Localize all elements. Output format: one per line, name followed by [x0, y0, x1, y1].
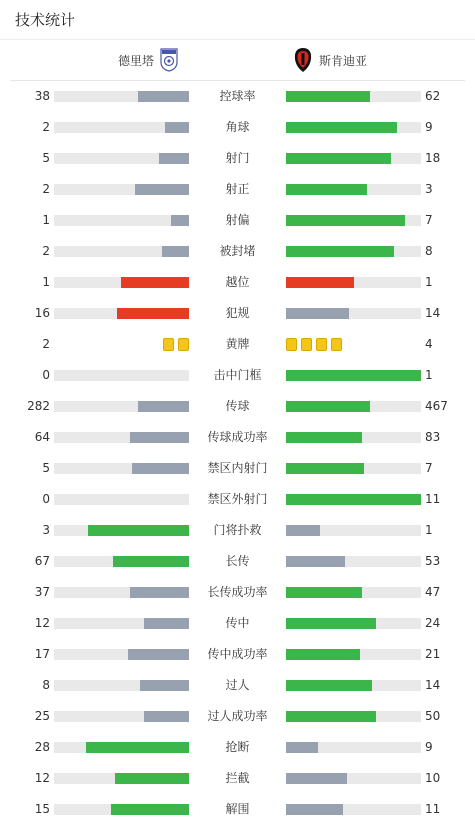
- stat-row: [0, 670, 475, 701]
- home-stat-bar: [88, 525, 189, 536]
- away-stat-value: 1: [425, 368, 433, 382]
- home-stat-value: 64: [34, 430, 50, 444]
- home-stat-bar-track: [54, 525, 189, 536]
- away-stat-bar: [286, 184, 367, 195]
- home-stat-bar: [86, 742, 189, 753]
- away-stat-bar-track: [286, 680, 421, 691]
- home-stat-bar-track: [54, 711, 189, 722]
- home-stat-bar-track: [54, 680, 189, 691]
- away-stat-bar: [286, 587, 362, 598]
- home-stat-bar: [130, 432, 189, 443]
- home-stat-value: 25: [34, 709, 50, 723]
- away-stat-value: 83: [425, 430, 441, 444]
- stat-row: [0, 546, 475, 577]
- home-stat-value: 8: [42, 678, 50, 692]
- stat-row: [0, 701, 475, 732]
- away-stat-bar-track: [286, 308, 421, 319]
- stat-label: 控球率: [219, 89, 256, 103]
- home-stat-bar-track: [54, 587, 189, 598]
- away-stat-value: 4: [425, 337, 433, 351]
- away-stat-bar: [286, 401, 370, 412]
- home-stat-bar: [138, 401, 189, 412]
- home-stat-bar: [117, 308, 189, 319]
- stat-row: [0, 205, 475, 236]
- away-stat-value: 11: [425, 802, 441, 816]
- home-stat-bar-track: [54, 556, 189, 567]
- home-stat-bar-track: [54, 804, 189, 815]
- stat-row: [0, 794, 475, 825]
- home-stat-bar-track: [54, 153, 189, 164]
- away-team[interactable]: [293, 40, 367, 80]
- home-stat-value: 0: [42, 492, 50, 506]
- stat-row: [0, 484, 475, 515]
- home-stat-bar: [165, 122, 189, 133]
- away-stat-value: 53: [425, 554, 441, 568]
- stat-label: 传球成功率: [207, 430, 268, 444]
- stat-row: [0, 174, 475, 205]
- away-stat-bar-track: [286, 370, 421, 381]
- home-stat-bar: [132, 463, 189, 474]
- away-stat-value: 24: [425, 616, 441, 630]
- stat-row: [0, 639, 475, 670]
- stat-label: 越位: [225, 275, 250, 289]
- away-stat-value: 3: [425, 182, 433, 196]
- away-stat-bar-track: [286, 494, 421, 505]
- yellow-card-icon: [316, 338, 327, 351]
- home-stat-bar-track: [54, 184, 189, 195]
- away-stat-bar-track: [286, 525, 421, 536]
- stat-row: [0, 391, 475, 422]
- home-stat-bar: [144, 711, 189, 722]
- home-stat-bar-track: [54, 463, 189, 474]
- stat-row: [0, 112, 475, 143]
- stat-label: 过人成功率: [207, 709, 268, 723]
- away-stat-value: 1: [425, 523, 433, 537]
- away-team-crest-icon: [293, 47, 313, 73]
- away-stat-bar: [286, 711, 376, 722]
- stat-label: 犯规: [225, 306, 250, 320]
- away-stat-bar: [286, 308, 349, 319]
- home-stat-bar: [121, 277, 189, 288]
- away-stat-value: 9: [425, 120, 433, 134]
- home-stat-value: 0: [42, 368, 50, 382]
- home-team-name: 德里塔: [117, 53, 154, 68]
- away-stat-bar-track: [286, 618, 421, 629]
- yellow-card-icon: [331, 338, 342, 351]
- home-yellow-cards: [163, 338, 189, 351]
- away-stat-bar: [286, 618, 376, 629]
- away-stat-bar-track: [286, 773, 421, 784]
- away-stat-bar: [286, 494, 421, 505]
- away-stat-bar: [286, 680, 372, 691]
- stat-label: 射门: [225, 151, 250, 165]
- yellow-card-icon: [163, 338, 174, 351]
- home-stat-value: 17: [34, 647, 50, 661]
- away-stat-bar: [286, 463, 364, 474]
- stat-label: 角球: [225, 120, 250, 134]
- away-stat-bar-track: [286, 556, 421, 567]
- away-stat-bar-track: [286, 122, 421, 133]
- stat-row: [0, 577, 475, 608]
- home-stat-bar: [140, 680, 189, 691]
- home-stat-bar-track: [54, 649, 189, 660]
- stat-row: [0, 360, 475, 391]
- stat-label: 长传: [225, 554, 250, 568]
- home-stat-bar-track: [54, 277, 189, 288]
- away-team-name: 斯肯迪亚: [319, 53, 368, 68]
- home-stat-bar: [115, 773, 189, 784]
- stat-label: 传中: [225, 616, 250, 630]
- home-stat-value: 16: [34, 306, 50, 320]
- home-stat-bar: [113, 556, 189, 567]
- stat-label: 传中成功率: [207, 647, 268, 661]
- away-stat-value: 14: [425, 306, 441, 320]
- away-stat-bar: [286, 525, 320, 536]
- home-stat-bar: [130, 587, 189, 598]
- home-stat-bar-track: [54, 122, 189, 133]
- home-stat-bar-track: [54, 370, 189, 381]
- home-stat-bar-track: [54, 401, 189, 412]
- away-stat-value: 47: [425, 585, 441, 599]
- home-stat-value: 1: [42, 213, 50, 227]
- stat-label: 击中门框: [213, 368, 262, 382]
- home-stat-bar: [135, 184, 189, 195]
- away-stat-value: 7: [425, 213, 433, 227]
- home-stat-value: 12: [34, 616, 50, 630]
- stat-row: [0, 298, 475, 329]
- away-stat-bar: [286, 649, 360, 660]
- away-stat-bar: [286, 122, 397, 133]
- home-stat-value: 38: [34, 89, 50, 103]
- home-team-crest-icon: [160, 48, 178, 72]
- away-yellow-cards: [286, 338, 342, 351]
- home-stat-bar: [171, 215, 189, 226]
- away-stat-bar-track: [286, 184, 421, 195]
- home-stat-bar-track: [54, 308, 189, 319]
- stat-row: [0, 608, 475, 639]
- away-stat-bar-track: [286, 153, 421, 164]
- stat-label: 禁区内射门: [207, 461, 268, 475]
- yellow-card-icon: [178, 338, 189, 351]
- stat-label: 解围: [225, 802, 250, 816]
- home-stat-bar-track: [54, 494, 189, 505]
- away-stat-bar-track: [286, 432, 421, 443]
- stat-row: [0, 267, 475, 298]
- stat-label: 抢断: [225, 740, 250, 754]
- away-stat-bar-track: [286, 401, 421, 412]
- stat-label: 射偏: [225, 213, 250, 227]
- away-stat-bar: [286, 556, 345, 567]
- stat-label: 传球: [225, 399, 250, 413]
- home-stat-value: 1: [42, 275, 50, 289]
- away-stat-bar: [286, 277, 354, 288]
- away-stat-bar: [286, 91, 370, 102]
- stat-label: 被封堵: [219, 244, 256, 258]
- stat-label: 黄牌: [225, 337, 250, 351]
- away-stat-bar-track: [286, 463, 421, 474]
- home-stat-bar: [144, 618, 189, 629]
- away-stat-value: 1: [425, 275, 433, 289]
- away-stat-bar-track: [286, 277, 421, 288]
- away-stat-bar: [286, 153, 391, 164]
- stat-row: [0, 515, 475, 546]
- stat-row: [0, 422, 475, 453]
- stat-label: 拦截: [225, 771, 250, 785]
- home-stat-value: 28: [34, 740, 50, 754]
- home-stat-bar-track: [54, 246, 189, 257]
- stat-label: 门将扑救: [213, 523, 262, 537]
- away-stat-bar-track: [286, 804, 421, 815]
- away-stat-bar-track: [286, 246, 421, 257]
- away-stat-bar-track: [286, 711, 421, 722]
- home-stat-value: 2: [42, 244, 50, 258]
- stat-label: 射正: [225, 182, 250, 196]
- away-stat-value: 18: [425, 151, 441, 165]
- home-stat-bar: [111, 804, 189, 815]
- away-stat-value: 467: [425, 399, 448, 413]
- yellow-card-icon: [301, 338, 312, 351]
- away-stat-value: 9: [425, 740, 433, 754]
- teams-header: [10, 40, 465, 81]
- home-stat-bar: [159, 153, 189, 164]
- home-stat-value: 15: [34, 802, 50, 816]
- home-team[interactable]: [118, 40, 178, 80]
- away-stat-bar: [286, 773, 347, 784]
- page-title: 技术统计: [0, 0, 475, 40]
- home-stat-value: 3: [42, 523, 50, 537]
- away-stat-value: 62: [425, 89, 441, 103]
- home-stat-value: 5: [42, 461, 50, 475]
- away-stat-bar: [286, 246, 394, 257]
- stat-row: [0, 81, 475, 112]
- home-stat-bar-track: [54, 432, 189, 443]
- yellow-card-icon: [286, 338, 297, 351]
- home-stat-bar-track: [54, 773, 189, 784]
- away-stat-value: 8: [425, 244, 433, 258]
- away-stat-bar-track: [286, 91, 421, 102]
- stat-row: [0, 763, 475, 794]
- stat-label: 长传成功率: [207, 585, 268, 599]
- away-stat-bar-track: [286, 742, 421, 753]
- away-stat-value: 21: [425, 647, 441, 661]
- away-stat-bar: [286, 804, 343, 815]
- home-stat-value: 282: [27, 399, 50, 413]
- home-stat-bar-track: [54, 91, 189, 102]
- away-stat-bar: [286, 742, 318, 753]
- stat-label: 过人: [225, 678, 250, 692]
- home-stat-bar-track: [54, 618, 189, 629]
- home-stat-value: 37: [34, 585, 50, 599]
- away-stat-value: 7: [425, 461, 433, 475]
- away-stat-bar-track: [286, 215, 421, 226]
- home-stat-value: 2: [42, 337, 50, 351]
- stat-row: [0, 732, 475, 763]
- home-stat-value: 2: [42, 182, 50, 196]
- away-stat-bar: [286, 215, 405, 226]
- away-stat-value: 14: [425, 678, 441, 692]
- away-stat-bar-track: [286, 587, 421, 598]
- home-stat-value: 5: [42, 151, 50, 165]
- home-stat-bar: [138, 91, 189, 102]
- home-stat-bar: [162, 246, 189, 257]
- away-stat-bar: [286, 432, 362, 443]
- away-stat-value: 50: [425, 709, 441, 723]
- stat-label: 禁区外射门: [207, 492, 268, 506]
- away-stat-bar: [286, 370, 421, 381]
- stat-row: [0, 453, 475, 484]
- away-stat-value: 11: [425, 492, 441, 506]
- stat-row: [0, 143, 475, 174]
- home-stat-value: 12: [34, 771, 50, 785]
- home-stat-bar-track: [54, 742, 189, 753]
- stat-row: [0, 236, 475, 267]
- home-stat-bar: [128, 649, 189, 660]
- away-stat-value: 10: [425, 771, 441, 785]
- home-stat-value: 67: [34, 554, 50, 568]
- home-stat-bar-track: [54, 215, 189, 226]
- stat-row: [0, 329, 475, 360]
- away-stat-bar-track: [286, 649, 421, 660]
- home-stat-value: 2: [42, 120, 50, 134]
